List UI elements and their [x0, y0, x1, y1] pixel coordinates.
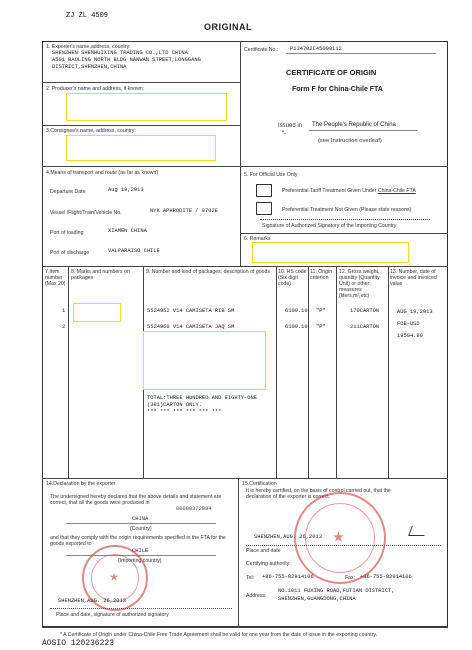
importing-country-caption: (Importing country) [118, 558, 162, 564]
item-2-desc: 5524960 V14 CAMISETA JAQ SM [147, 324, 235, 330]
total-line-2: (381)CARTON ONLY. [147, 402, 202, 408]
consignee-label: 3.Consignee's name, address, country: [46, 128, 136, 134]
total-line-1: TOTAL:THREE HUNDRED AND EIGHTY-ONE [147, 395, 257, 401]
preferential-given-checkbox[interactable] [256, 184, 272, 197]
item-2-qty: 211CARTON [350, 324, 380, 330]
invoice-value: 19594.80 [397, 333, 423, 339]
end-stars: *** *** *** *** *** *** [147, 409, 222, 415]
item-1-qty: 170CARTON [350, 308, 380, 314]
produced-in-value: CHINA [132, 516, 149, 522]
item-1-hs: 6109.10 [285, 308, 308, 314]
item-2-criterion: "P" [316, 324, 326, 330]
preferential-given-text: Preferential Tariff Treatment Given Under China-Chile FTA [282, 188, 416, 194]
fax-value: +86-755-82914106 [360, 574, 412, 580]
exporter-line-2: A501 BAOLING NORTH BLDG NANWAN STREET,LONGGANG [52, 57, 201, 63]
description-redaction [143, 331, 266, 390]
col-description: 9. Number and kind of packages; description of goods [146, 269, 270, 275]
certificate-no-value: P134702C45090112 [290, 46, 342, 52]
official-use-label: 5. For Official Use Only [244, 172, 298, 178]
certifying-authority-label: Certifying authority: [246, 561, 291, 567]
exporter-line-3: DISTRICT,SHENZHEN,CHINA [52, 64, 127, 70]
col-gross-weight: 12. Gross weight, quantity (Quantity Unit) or other measures (liters,m³,etc) [339, 269, 380, 299]
exported-to-value: CHILE [132, 548, 149, 554]
departure-label: Departure Date [50, 189, 86, 195]
serial-stamp: 00000372884 [176, 506, 212, 512]
footnote: * A Certificate of Origin under China-Chile Free Trade Agreement shall be valid for one year from the date of issue in the exporting country. [60, 632, 378, 638]
item-1-criterion: "P" [316, 308, 326, 314]
vessel-value: NYK APHRODITE / 0702E [150, 208, 218, 214]
importing-signatory-caption: Signature of Authorized Signatory of the Importing Country [262, 223, 397, 229]
place-and-date-label: Place and date [246, 548, 281, 554]
handwritten-number: ZJ ZL 4509 [66, 12, 109, 20]
declaration-label: 14.Declaration by the exporter [46, 481, 116, 487]
original-label: ORIGINAL [204, 22, 252, 32]
certificate-subtitle: Form F for China-Chile FTA [292, 86, 383, 93]
item-2-no: 2 [62, 324, 66, 330]
produced-in-caption: (Country) [130, 526, 152, 532]
departure-value: Aug 19,2013 [108, 187, 144, 193]
exporter-label: 1. Exporter's name,address, country: [46, 44, 131, 50]
address-line-2: SHENZHEN,GUANGDONG,CHINA [278, 596, 356, 602]
loading-value: XIAMEN CHINA [108, 228, 147, 234]
address-line-1: NO.1011 FUXING ROAD,FUTIAN DISTRICT, [278, 588, 395, 594]
vessel-label: Vessel /Flight/Train/Vehicle No. [50, 210, 122, 216]
issued-in-label: Issued in [278, 123, 303, 129]
consignee-redaction [66, 135, 216, 161]
certification-label: 15.Certification [242, 481, 277, 487]
item-1-no: 1 [62, 308, 66, 314]
col-invoice: 13. Number, date of invoice and invoiced value [390, 269, 437, 287]
certificate-title: CERTIFICATE OF ORIGIN [286, 68, 377, 77]
issued-mark: "- [282, 131, 287, 137]
discharge-value: VALPARAISO CHILE [108, 248, 160, 254]
fax-label: Fax: [345, 575, 356, 581]
remarks-label: 6. Remarks [244, 236, 271, 242]
address-label: Address: [246, 593, 267, 599]
company-seal-star: ★ [110, 572, 119, 582]
exporter-line-1: SHENZHEN SHENHUIXING TRADING CO.,LTD CHINA [52, 50, 188, 56]
item-2-hs: 6109.10 [285, 324, 308, 330]
remarks-redaction [252, 242, 409, 263]
certification-text: It is hereby certified, on the basis of control carried out, that the declaration of the exporter is correct. [246, 488, 391, 500]
certifier-place-date: SHENZHEN,AUG. 26,2013 [254, 534, 322, 540]
invoice-terms: FOB-USD [397, 321, 420, 327]
declaration-text-1: The undersigned hereby declares that the above details and statement are correct, that all the goods were produced in [50, 494, 222, 506]
loading-label: Port of loading [50, 230, 84, 236]
transport-label: 4.Means of transport and route (as far as known) [46, 170, 159, 176]
certificate-no-label: Certificate No.: [244, 47, 279, 53]
producer-redaction [66, 93, 227, 121]
item-1-desc: 5524952 V14 CAMISETA RIB SM [147, 308, 235, 314]
col-hs-code: 10. HS code (Six digit code) [278, 269, 307, 287]
col-marks: 8. Marks and numbers on packages [71, 269, 130, 281]
marks-redaction [73, 303, 121, 322]
instruction-overleaf: (see Instruction overleaf) [318, 138, 382, 144]
tel-value: +86-755-82914106 [262, 574, 314, 580]
col-item-number: 7.Item number (Max 20) [45, 269, 66, 287]
authority-seal-star: ★ [333, 530, 344, 544]
exporter-signatory-caption: Place and date, signature of authorized signatory [56, 612, 169, 618]
discharge-label: Port of discharge [50, 250, 90, 256]
preferential-not-given-text: Preferential Treatment Not Given (Please state reasons) [282, 207, 412, 213]
producer-label: 2. Producer's name and address, if known: [46, 86, 145, 92]
invoice-date: AUG 19,2013 [397, 309, 433, 315]
exporter-place-date: SHENZHEN,AUG. 26,2013 [58, 598, 126, 604]
col-origin: 11. Origin criterion [310, 269, 333, 281]
declaration-text-2: and that they comply with the origin requirements specified in the FTA for the goods exported to [50, 535, 226, 547]
bottom-serial: AOSIO 120236223 [42, 639, 115, 648]
tel-label: Tel: [246, 575, 255, 581]
issued-in-value: The People's Republic of China [312, 122, 396, 128]
preferential-not-given-checkbox[interactable] [256, 202, 272, 215]
